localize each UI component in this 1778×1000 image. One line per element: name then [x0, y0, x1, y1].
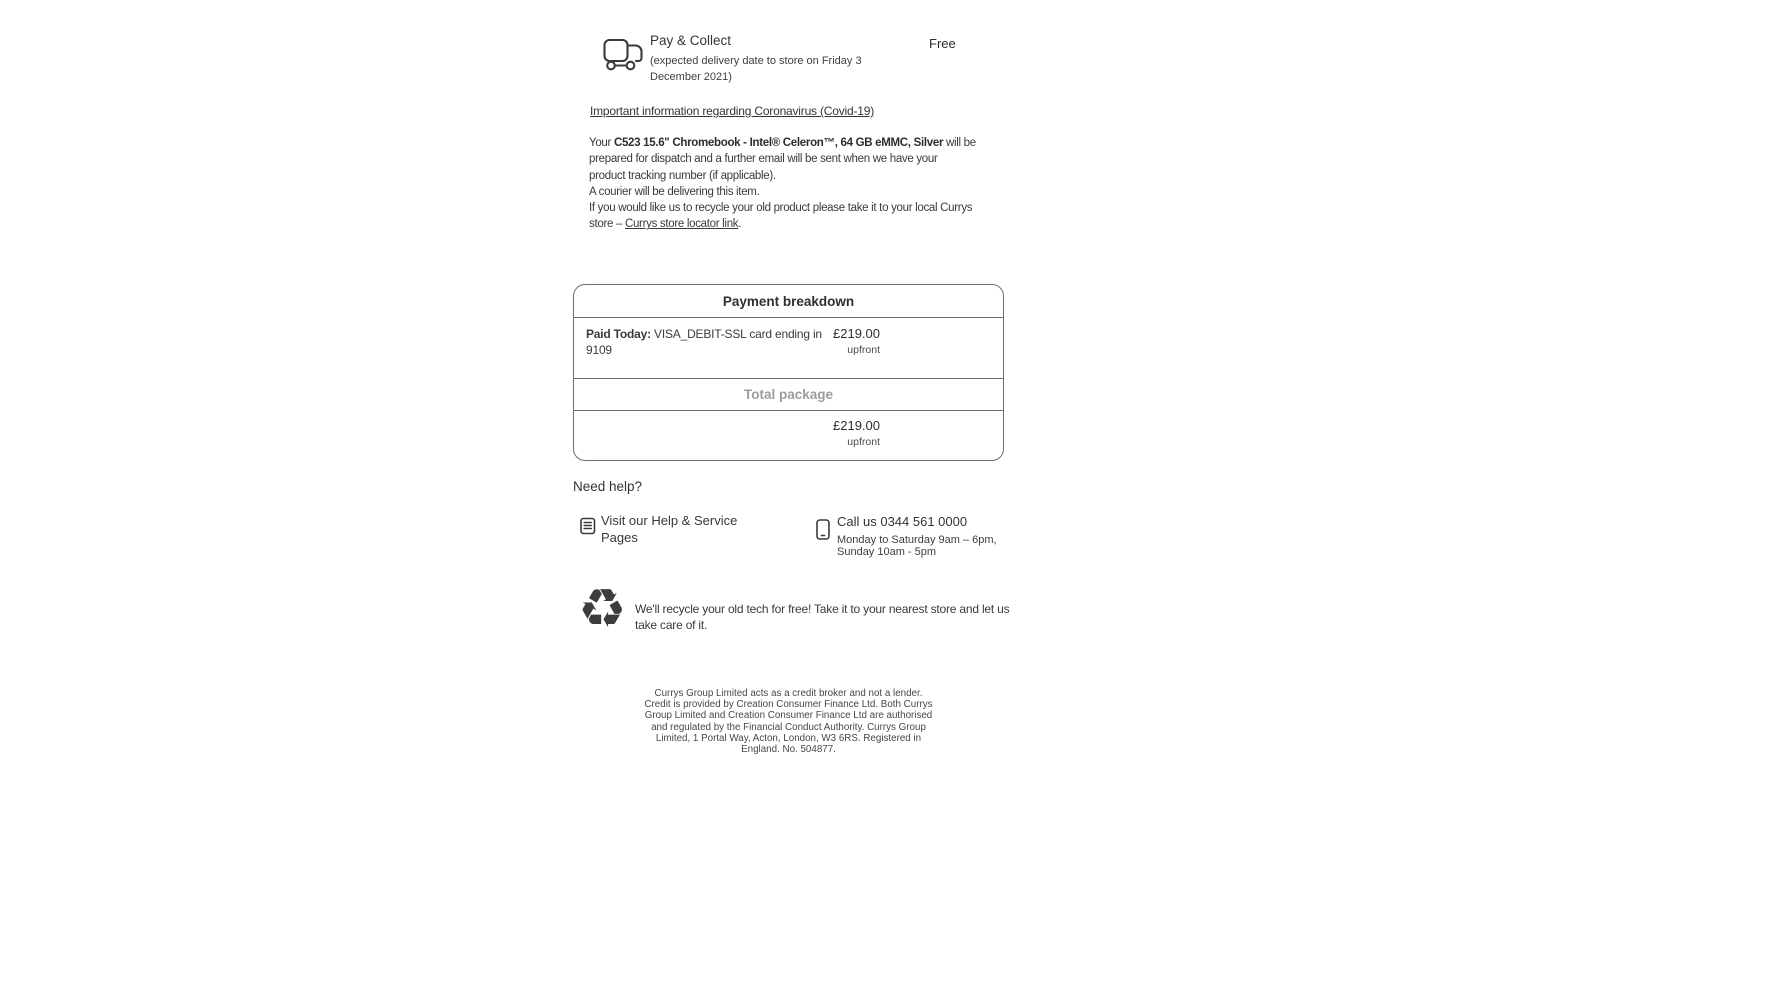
- line6-suffix: .: [738, 218, 742, 231]
- product-name: C523 15.6" Chromebook - Intel® Celeron™, 64 GB eMMC, Silver: [613, 137, 944, 149]
- paid-today-label: Paid Today:: [586, 327, 651, 341]
- legal-line: Credit is provided by Creation Consumer Finance Ltd. Both Currys: [644, 699, 933, 711]
- payment-breakdown-title: Payment breakdown: [574, 285, 1003, 318]
- legal-line: and regulated by the Financial Conduct Authority. Currys Group: [651, 721, 926, 733]
- paid-today-amount-cell: [833, 326, 880, 356]
- help-pages-icon: [580, 517, 596, 535]
- legal-line: Limited, 1 Portal Way, Acton, London, W3 6RS. Registered in: [655, 732, 922, 744]
- paragraph-line: product tracking number (if applicable).: [589, 169, 776, 182]
- need-help-title: Need help?: [573, 479, 643, 494]
- paragraph-line: [589, 135, 976, 151]
- visit-line2: Pages: [601, 529, 638, 545]
- delivery-truck-icon: [603, 38, 647, 72]
- paragraph-line: If you would like us to recycle your old product please take it to your local Currys: [589, 202, 973, 215]
- paid-today-description: [586, 327, 824, 358]
- payment-breakdown-box: [573, 284, 1004, 461]
- covid-info-link[interactable]: Important information regarding Coronavirus (Covid-19): [590, 104, 874, 118]
- line1-prefix: Your: [589, 137, 614, 149]
- line6-prefix: store –: [589, 218, 625, 231]
- call-hours-line2: Sunday 10am - 5pm: [837, 546, 937, 558]
- paragraph-line: [589, 216, 976, 232]
- delivery-note-line2: December 2021): [650, 71, 732, 83]
- mobile-phone-icon: [816, 519, 830, 540]
- legal-line: Currys Group Limited acts as a credit broker and not a lender.: [654, 688, 923, 699]
- recycle-text-line2: take care of it.: [635, 618, 708, 632]
- legal-line: England. No. 504877.: [741, 744, 836, 756]
- recycle-text-line1: We'll recycle your old tech for free! Take it to your nearest store and let us: [635, 602, 1010, 616]
- paragraph-line: prepared for dispatch and a further email will be sent when we have your: [589, 153, 938, 166]
- call-hours-line1: Monday to Saturday 9am – 6pm,: [837, 534, 997, 546]
- dispatch-paragraph: [589, 135, 976, 233]
- legal-footer: [573, 688, 1004, 755]
- paid-today-row: [574, 318, 1003, 378]
- delivery-note-line1: (expected delivery date to store on Friday 3: [650, 55, 862, 67]
- legal-line: Group Limited and Creation Consumer Finance Ltd are authorised: [644, 710, 933, 722]
- delivery-price: Free: [929, 36, 956, 51]
- paid-today-card: VISA_DEBIT-SSL card ending in 9109: [586, 327, 822, 357]
- delivery-method-title: Pay & Collect: [650, 33, 732, 48]
- paid-today-term: upfront: [847, 344, 880, 356]
- total-package-label: Total package: [574, 378, 1003, 411]
- total-amount: £219.00: [833, 418, 880, 433]
- call-us-link[interactable]: Call us 0344 561 0000: [837, 514, 968, 529]
- total-term: upfront: [847, 436, 880, 448]
- line1-suffix: will be: [943, 137, 976, 149]
- store-locator-link[interactable]: Currys store locator link: [624, 218, 739, 231]
- paid-today-amount: £219.00: [833, 326, 880, 341]
- total-amount-cell: [833, 418, 880, 448]
- paragraph-line: A courier will be delivering this item.: [589, 185, 760, 198]
- recycle-icon: ♻: [578, 577, 627, 640]
- help-service-pages-link[interactable]: [601, 513, 737, 546]
- visit-line1: Visit our Help & Service: [601, 513, 738, 528]
- total-package-row: [574, 411, 1003, 459]
